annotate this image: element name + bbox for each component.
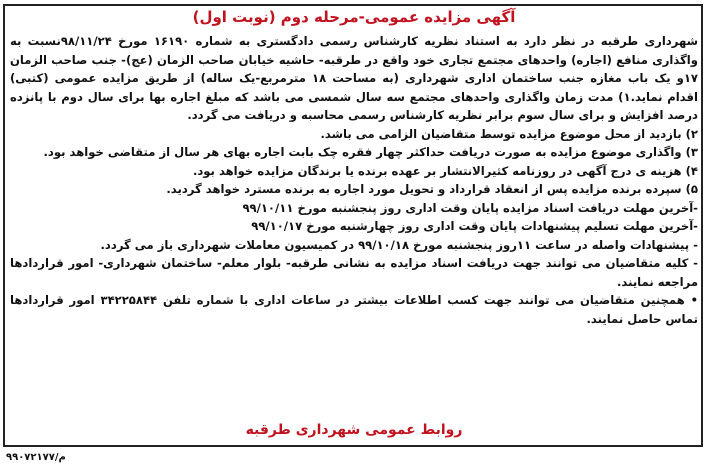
condition-item-4: ۴) هزینه ی درج آگهی در روزنامه کثیرالانتشار بر عهده برنده یا برندگان مزایده خواهد بود. [192, 163, 698, 178]
notice-title: آگهی مزایده عمومی-مرحله دوم (نوبت اول) [192, 8, 516, 26]
footer-signature: روابط عمومی شهرداری طرقبه [245, 422, 463, 438]
address-info: - کلیه متقاضیان می توانند جهت دریافت اسناد مزایده به نشانی طرقبه- بلوار معلم- ساختمان شهرداری- امور قراردادها مراجعه نمایند. [10, 256, 698, 289]
condition-item-3: ۳) واگذاری موضوع مزایده به صورت دریافت حداکثر چهار فقره چک بابت اجاره بهای هر سال از متقاضی خواهد بود. [43, 145, 698, 159]
deadline-proposals: -آخرین مهلت تسلیم پیشنهادات پایان وقت اداری روز چهارشنبه مورخ ۹۹/۱۰/۱۷ [251, 219, 698, 233]
contact-info: • همچنین متقاضیان می توانند جهت کسب اطلاعات بیشتر در ساعات اداری با شماره تلفن ۳۴۲۲۵۸۴۴ امور قراردادها تماس حاصل نمایند. [10, 293, 698, 326]
deadline-documents: -آخرین مهلت دریافت اسناد مزایده پایان وقت اداری روز پنجشنبه مورخ ۹۹/۱۰/۱۱ [242, 200, 698, 215]
condition-item-5: ۵) سپرده برنده مزایده پس از انعقاد قرارداد و تحویل مورد اجاره به برنده مسترد خواهد گردید. [166, 182, 698, 196]
condition-item-2: ۲) بازدید از محل موضوع مزایده توسط متقاضیان الزامی می باشد. [320, 126, 698, 141]
notice-body [10, 32, 698, 328]
opening-session: - پیشنهادات واصله در ساعت ۱۱روز پنجشنبه مورخ ۹۹/۱۰/۱۸ در کمیسیون معاملات شهرداری باز می گردد. [100, 237, 698, 252]
ad-code: م/۹۹۰۷۲۱۷۷ [6, 452, 66, 463]
intro-paragraph: شهرداری طرقبه در نظر دارد به استناد نظریه کارشناس رسمی دادگستری به شماره ۱۶۱۹۰ مورخ ۹۸/۱۱/۲۴نسبت به واگذاری منافع (اجاره) واحدهای مجتمع تجاری خود واقع در طرقبه- حاشیه خیابان صاحب الزمان (عج)- جنب صاحب الزمان ۱۷و یک باب مغازه جنب ساختمان اداری شهرداری (به مساحت ۱۸ مترمربع-یک ساله) از طریق مزایده عمومی (کتبی) اقدام نماید.۱) مدت زمان واگذاری واحدهای مجتمع سه سال شمسی می باشد که مبلغ اجاره بها برای سال دوم با پانزده درصد افزایش و برای سال سوم برابر نظریه کارشناس رسمی محاسبه و دریافت می گردد. [10, 34, 699, 122]
